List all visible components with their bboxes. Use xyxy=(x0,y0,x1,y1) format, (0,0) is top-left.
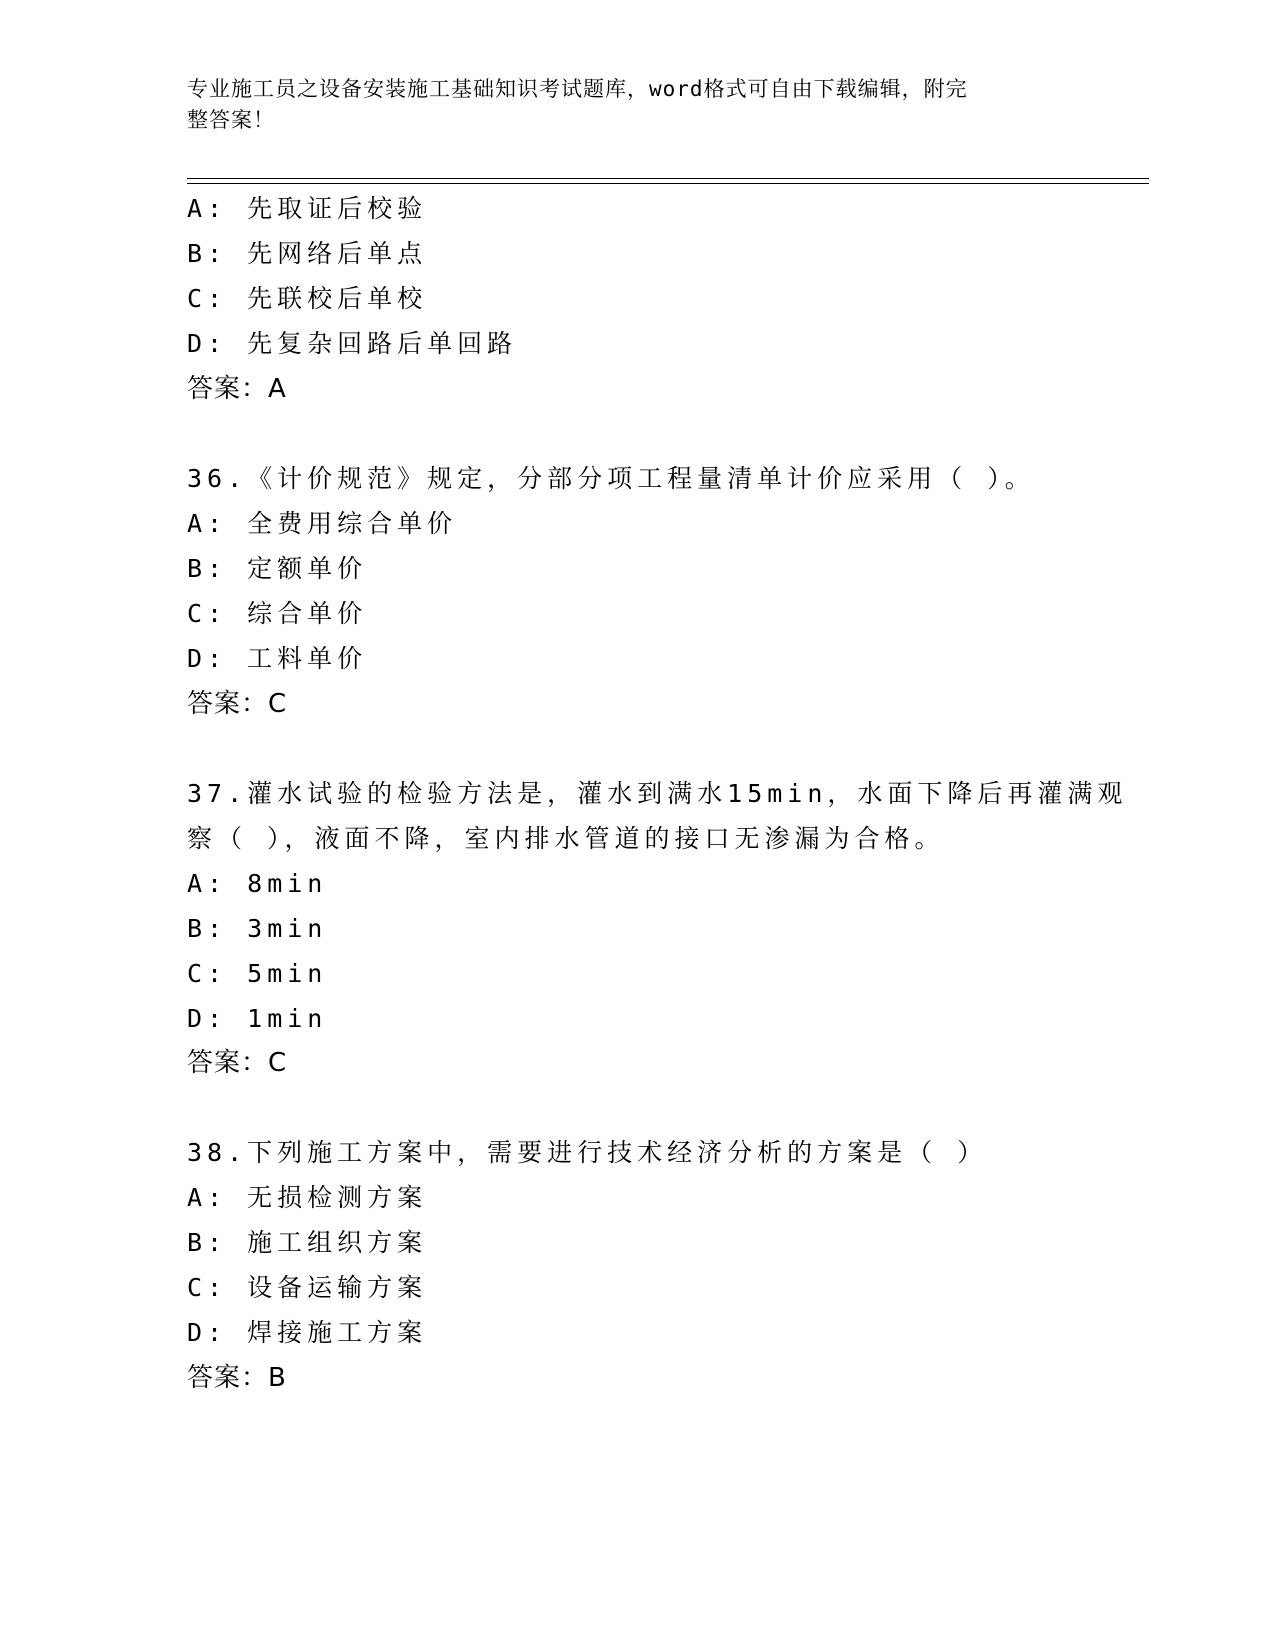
header-divider-bottom xyxy=(187,183,1149,184)
header-line-2: 整答案！ xyxy=(187,108,275,132)
q36-stem: 36.《计价规范》规定，分部分项工程量清单计价应采用（ ）。 xyxy=(187,464,1035,493)
q37-stem-line-1: 37.灌水试验的检验方法是，灌水到满水15min，水面下降后再灌满观 xyxy=(187,779,1128,808)
q37-stem-line-2: 察（ ），液面不降，室内排水管道的接口无渗漏为合格。 xyxy=(187,824,945,853)
q36-option-a: A: 全费用综合单价 xyxy=(187,509,458,538)
q35-option-a: A: 先取证后校验 xyxy=(187,194,428,223)
q37-answer: 答案：C xyxy=(187,1048,288,1078)
q38-option-d: D: 焊接施工方案 xyxy=(187,1318,428,1347)
q36-option-c: C: 综合单价 xyxy=(187,599,368,628)
q36-option-d: D: 工料单价 xyxy=(187,644,368,673)
q37-option-b: B: 3min xyxy=(187,914,328,943)
q38-option-b: B: 施工组织方案 xyxy=(187,1228,428,1257)
q35-option-b: B: 先网络后单点 xyxy=(187,239,428,268)
q37-option-a: A: 8min xyxy=(187,869,328,898)
q37-option-c: C: 5min xyxy=(187,959,328,988)
q36-option-b: B: 定额单价 xyxy=(187,554,368,583)
document-header xyxy=(187,74,1067,136)
q35-answer: 答案：A xyxy=(187,374,287,404)
header-line-1: 专业施工员之设备安装施工基础知识考试题库，word格式可自由下载编辑，附完 xyxy=(187,77,968,101)
q38-stem: 38.下列施工方案中，需要进行技术经济分析的方案是（ ） xyxy=(187,1138,988,1167)
q37-option-d: D: 1min xyxy=(187,1004,328,1033)
q36-answer: 答案：C xyxy=(187,689,288,719)
header-divider-top xyxy=(187,178,1149,179)
q35-option-d: D: 先复杂回路后单回路 xyxy=(187,329,518,358)
q38-answer: 答案：B xyxy=(187,1363,287,1393)
q35-option-c: C: 先联校后单校 xyxy=(187,284,428,313)
q38-option-c: C: 设备运输方案 xyxy=(187,1273,428,1302)
q38-option-a: A: 无损检测方案 xyxy=(187,1183,428,1212)
